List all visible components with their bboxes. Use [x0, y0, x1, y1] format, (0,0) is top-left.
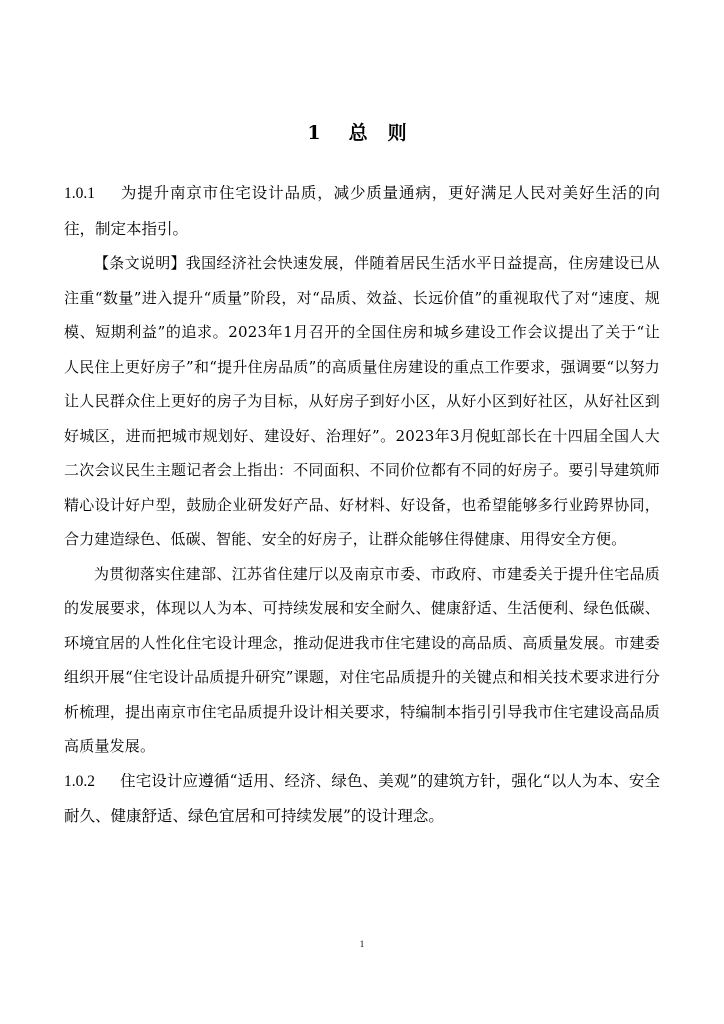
- chapter-title: [0, 118, 724, 148]
- clause-1-0-1: [64, 176, 660, 246]
- clause-text: 为提升南京市住宅设计品质，减少质量通病，更好满足人民对美好生活的向往，制定本指引。: [64, 184, 660, 238]
- clause-explanation-paragraph: 为贯彻落实住建部、江苏省住建厅以及南京市委、市政府、市建委关于提升住宅品质的发展要求，体现以人为本、可持续发展和安全耐久、健康舒适、生活便利、绿色低碳、环境宜居的人性化住宅设计理念，推动促进我市住宅建设的高品质、高质量发展。市建委组织开展“住宅设计品质提升研究”课题，对住宅品质提升的关键点和相关技术要求进行分析梳理，提出南京市住宅品质提升设计相关要求，特编制本指引引导我市住宅建设高品质高质量发展。: [64, 564, 660, 755]
- clause-number: 1.0.2: [64, 772, 95, 790]
- clause-text: 住宅设计应遵循“适用、经济、绿色、美观”的建筑方针，强化“以人为本、安全耐久、健康舒适、绿色宜居和可持续发展”的设计理念。: [64, 771, 660, 825]
- clause-explanation-paragraph: 【条文说明】我国经济社会快速发展，伴随着居民生活水平日益提高，住房建设已从注重“数量”进入提升“质量”阶段，对“品质、效益、长远价值”的重视取代了对“速度、规模、短期利益”的追求。2023年1月召开的全国住房和城乡建设工作会议提出了关于“让人民住上更好房子”和“提升住房品质”的高质量住房建设的重点工作要求，强调要“以努力让人民群众住上更好的房子为目标，从好房子到好小区，从好小区到好社区，从好社区到好城区，进而把城市规划好、建设好、治理好”。2023年3月倪虹部长在十四届全国人大二次会议民生主题记者会上指出：不同面积、不同价位都有不同的好房子。要引导建筑师精心设计好户型，鼓励企业研发好产品、好材料、好设备，也希望能够多行业跨界协同，合力建造绿色、低碳、智能、安全的好房子，让群众能够住得健康、用得安全方便。: [64, 254, 660, 548]
- clause-1-0-2: [64, 764, 660, 834]
- chapter-title-char-2: 则: [387, 122, 407, 144]
- chapter-content: [64, 176, 660, 834]
- clause-number: 1.0.1: [64, 185, 95, 202]
- page-number: 1: [359, 939, 365, 949]
- chapter-number: 1: [307, 122, 321, 144]
- chapter-title-char-1: 总: [348, 122, 368, 144]
